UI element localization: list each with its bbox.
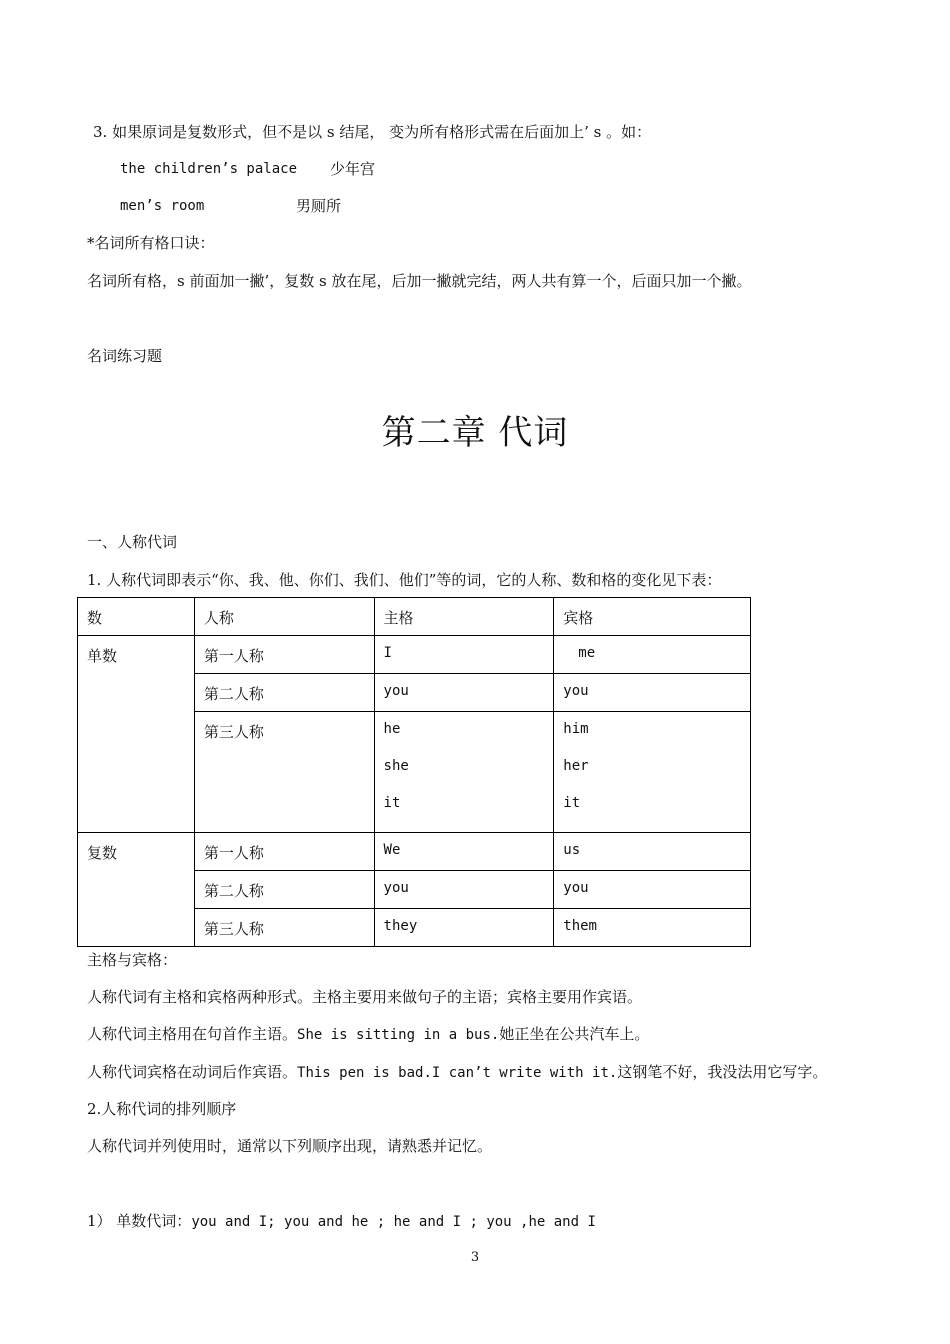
chapter-title: 第二章 代词 xyxy=(381,413,569,453)
person-label: 第三人称 xyxy=(203,920,264,938)
pronoun-table xyxy=(77,597,751,947)
objective-example xyxy=(87,1062,827,1083)
objective-example-zh: 人称代词宾格在动词后作宾语。 xyxy=(87,1063,298,1081)
objective-example-en: This pen is bad.I can’t write with it. xyxy=(297,1065,618,1081)
section-1-heading: 一、人称代词 xyxy=(87,533,178,551)
rule-3-text: 3. 如果原词是复数形式，但不是以 s 结尾， 变为所有格形式需在后面加上’ s 。如： xyxy=(93,123,652,141)
subjective-cell: she xyxy=(383,758,409,774)
objective-cell: it xyxy=(563,795,581,811)
objective-cell: us xyxy=(563,842,581,858)
person-label: 第二人称 xyxy=(203,882,264,900)
subjective-cell: We xyxy=(383,842,401,858)
table-header-row xyxy=(78,598,751,636)
person-label: 第二人称 xyxy=(203,685,264,703)
subjective-cell: you xyxy=(383,683,409,699)
person-label: 第一人称 xyxy=(203,844,264,862)
example-mens-room-translation: 男厕所 xyxy=(296,197,342,215)
subjective-example xyxy=(87,1024,649,1045)
subjective-cell: it xyxy=(383,795,401,811)
page-number: 3 xyxy=(470,1250,480,1265)
singular-order-examples: you and I; you and he ; he and I ; you ,he and I xyxy=(191,1214,596,1230)
singular-order-label: 1） 单数代词： xyxy=(87,1212,192,1230)
objective-cell: me xyxy=(578,645,596,661)
header-number: 数 xyxy=(87,609,103,627)
case-explanation: 人称代词有主格和宾格两种形式。主格主要用来做句子的主语；宾格主要用作宾语。 xyxy=(87,988,643,1006)
section-1-intro: 1. 人称代词即表示“你、我、他、你们、我们、他们”等的词，它的人称、数和格的变化见下表： xyxy=(87,571,722,589)
subjective-cell: you xyxy=(383,880,409,896)
objective-example-translation: 这钢笔不好，我没法用它写字。 xyxy=(617,1063,828,1081)
singular-label: 单数 xyxy=(87,647,118,665)
subjective-example-en: She is sitting in a bus. xyxy=(297,1027,500,1043)
section-2-intro: 人称代词并列使用时，通常以下列顺序出现，请熟悉并记忆。 xyxy=(87,1137,493,1155)
plural-label: 复数 xyxy=(87,844,118,862)
subjective-example-translation: 她正坐在公共汽车上。 xyxy=(499,1025,650,1043)
objective-cell: them xyxy=(563,918,597,934)
singular-order-item xyxy=(87,1211,596,1232)
example-children-palace-translation: 少年宫 xyxy=(330,160,376,178)
subjective-cell: he xyxy=(383,721,401,737)
subjective-cell: they xyxy=(383,918,418,934)
exercise-title: 名词练习题 xyxy=(87,347,163,365)
person-label: 第一人称 xyxy=(203,647,264,665)
table-row xyxy=(78,833,751,871)
example-children-palace: the children’s palace xyxy=(120,161,298,177)
example-mens-room: men’s room xyxy=(120,198,205,214)
objective-cell: him xyxy=(563,721,589,737)
header-person: 人称 xyxy=(203,609,234,627)
case-title: 主格与宾格： xyxy=(87,951,178,969)
subjective-cell: I xyxy=(383,645,392,661)
objective-cell: you xyxy=(563,683,589,699)
header-subjective: 主格 xyxy=(383,609,414,627)
section-2-heading: 2.人称代词的排列顺序 xyxy=(87,1100,237,1118)
person-label: 第三人称 xyxy=(203,723,264,741)
table-row xyxy=(78,636,751,674)
mnemonic-title: *名词所有格口诀： xyxy=(87,234,215,252)
subjective-example-zh: 人称代词主格用在句首作主语。 xyxy=(87,1025,298,1043)
objective-cell: you xyxy=(563,880,589,896)
objective-cell: her xyxy=(563,758,589,774)
header-objective: 宾格 xyxy=(563,609,594,627)
mnemonic-body: 名词所有格，s 前面加一撇’，复数 s 放在尾，后加一撇就完结，两人共有算一个，后面只加一个撇。 xyxy=(87,272,752,290)
